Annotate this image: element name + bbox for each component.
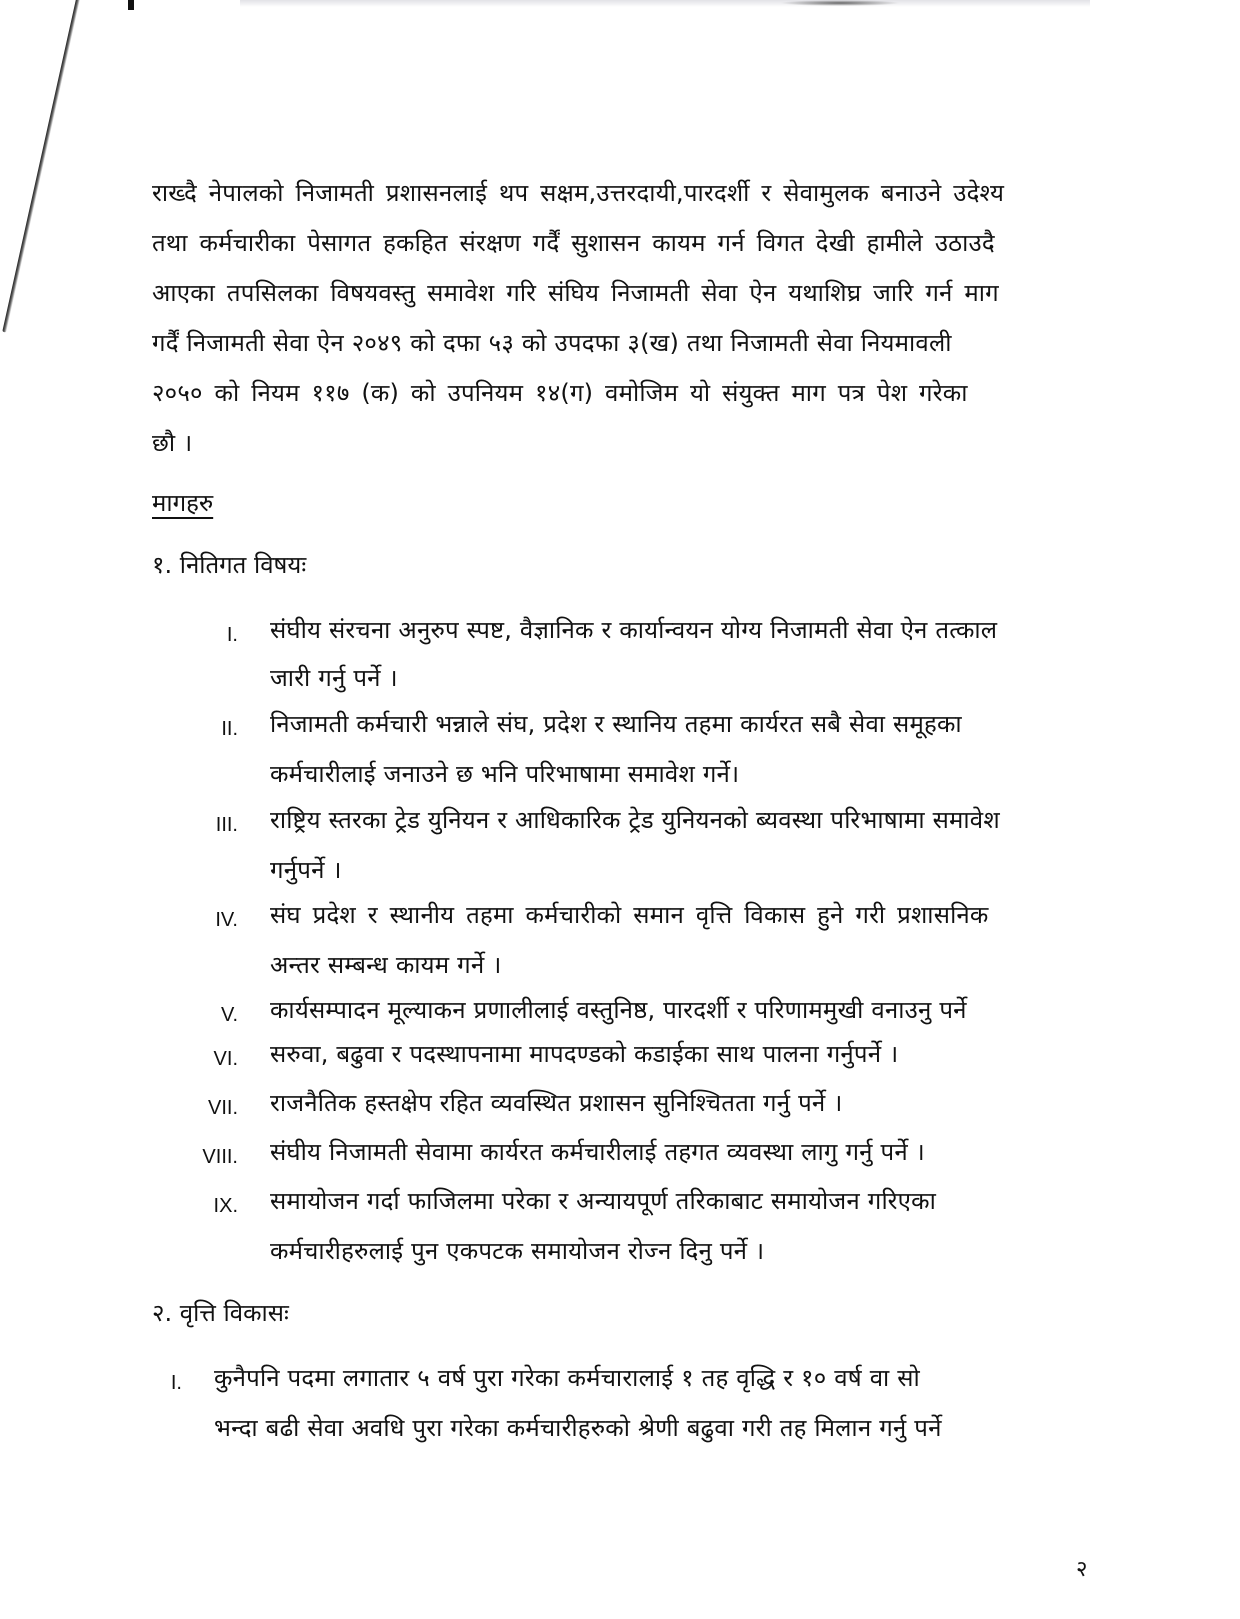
demands-heading: मागहरु: [152, 489, 214, 517]
item-line: संघीय निजामती सेवामा कार्यरत कर्मचारीलाई तहगत व्यवस्था लागु गर्नु पर्ने ।: [270, 1138, 925, 1166]
scan-corner-artifact: [128, 0, 134, 10]
bleed-through-artifact: [240, 0, 1090, 7]
item-number: IX.: [213, 1195, 238, 1217]
item-number: I.: [170, 1372, 182, 1394]
item-line: कार्यसम्पादन मूल्याकन प्रणालीलाई वस्तुनिष्ठ, पारदर्शी र परिणाममुखी वनाउनु पर्ने: [270, 996, 967, 1024]
item-number: VIII.: [202, 1146, 238, 1168]
item-line: संघीय संरचना अनुरुप स्पष्ट, वैज्ञानिक र कार्यान्वयन योग्य निजामती सेवा ऐन तत्काल: [270, 616, 998, 644]
item-line: सरुवा, बढुवा र पदस्थापनामा मापदण्डको कडाईका साथ पालना गर्नुपर्ने ।: [270, 1040, 899, 1068]
item-line: अन्तर सम्बन्ध कायम गर्ने ।: [270, 951, 502, 979]
item-number: V.: [220, 1004, 238, 1026]
scan-shadow-artifact: [780, 0, 900, 6]
scan-edge-artifact: [2, 0, 82, 333]
item-number: VII.: [207, 1097, 238, 1119]
paragraph-line: गर्दैं निजामती सेवा ऐन २०४९ को दफा ५३ को उपदफा ३(ख) तथा निजामती सेवा नियमावली: [152, 329, 952, 357]
item-number: IV.: [215, 909, 238, 931]
item-line: कुनैपनि पदमा लगातार ५ वर्ष पुरा गरेका कर्मचारालाई १ तह वृद्धि र १० वर्ष वा सो: [214, 1364, 920, 1392]
paragraph-line: छौ ।: [152, 429, 193, 457]
item-line: राजनैतिक हस्तक्षेप रहित व्यवस्थित प्रशासन सुनिश्चितता गर्नु पर्ने ।: [270, 1089, 843, 1117]
section-title: १. नितिगत विषयः: [152, 551, 307, 579]
page-number: २: [1076, 1557, 1088, 1582]
item-line: जारी गर्नु पर्ने ।: [270, 664, 398, 692]
item-line: कर्मचारीलाई जनाउने छ भनि परिभाषामा समावेश गर्ने।: [270, 760, 740, 788]
item-line: संघ प्रदेश र स्थानीय तहमा कर्मचारीको समान वृत्ति विकास हुने गरी प्रशासनिक: [270, 901, 989, 929]
item-line: राष्ट्रिय स्तरका ट्रेड युनियन र आधिकारिक ट्रेड युनियनको ब्यवस्था परिभाषामा समावेश: [270, 806, 1000, 834]
item-number: II.: [221, 718, 238, 740]
paragraph-line: आएका तपसिलका विषयवस्तु समावेश गरि संघिय निजामती सेवा ऐन यथाशिघ्र जारि गर्न माग: [152, 279, 999, 307]
paragraph-line: राख्दै नेपालको निजामती प्रशासनलाई थप सक्षम,उत्तरदायी,पारदर्शी र सेवामुलक बनाउने उदेश्य: [152, 179, 1005, 207]
section-title: २. वृत्ति विकासः: [152, 1299, 289, 1327]
paragraph-line: २०५० को नियम ११७ (क) को उपनियम १४(ग) वमोजिम यो संयुक्त माग पत्र पेश गरेका: [152, 379, 968, 407]
item-number: I.: [226, 624, 238, 646]
item-line: निजामती कर्मचारी भन्नाले संघ, प्रदेश र स्थानिय तहमा कार्यरत सबै सेवा समूहका: [270, 710, 962, 738]
item-line: कर्मचारीहरुलाई पुन एकपटक समायोजन रोज्न दिनु पर्ने ।: [270, 1237, 765, 1265]
paragraph-line: तथा कर्मचारीका पेसागत हकहित संरक्षण गर्दैं सुशासन कायम गर्न विगत देखी हामीले उठाउदै: [152, 229, 995, 257]
item-line: भन्दा बढी सेवा अवधि पुरा गरेका कर्मचारीहरुको श्रेणी बढुवा गरी तह मिलान गर्नु पर्ने: [214, 1414, 942, 1442]
item-number: III.: [215, 814, 238, 836]
item-line: गर्नुपर्ने ।: [270, 856, 342, 884]
item-number: VI.: [213, 1048, 238, 1070]
item-line: समायोजन गर्दा फाजिलमा परेका र अन्यायपूर्ण तरिकाबाट समायोजन गरिएका: [270, 1187, 937, 1215]
